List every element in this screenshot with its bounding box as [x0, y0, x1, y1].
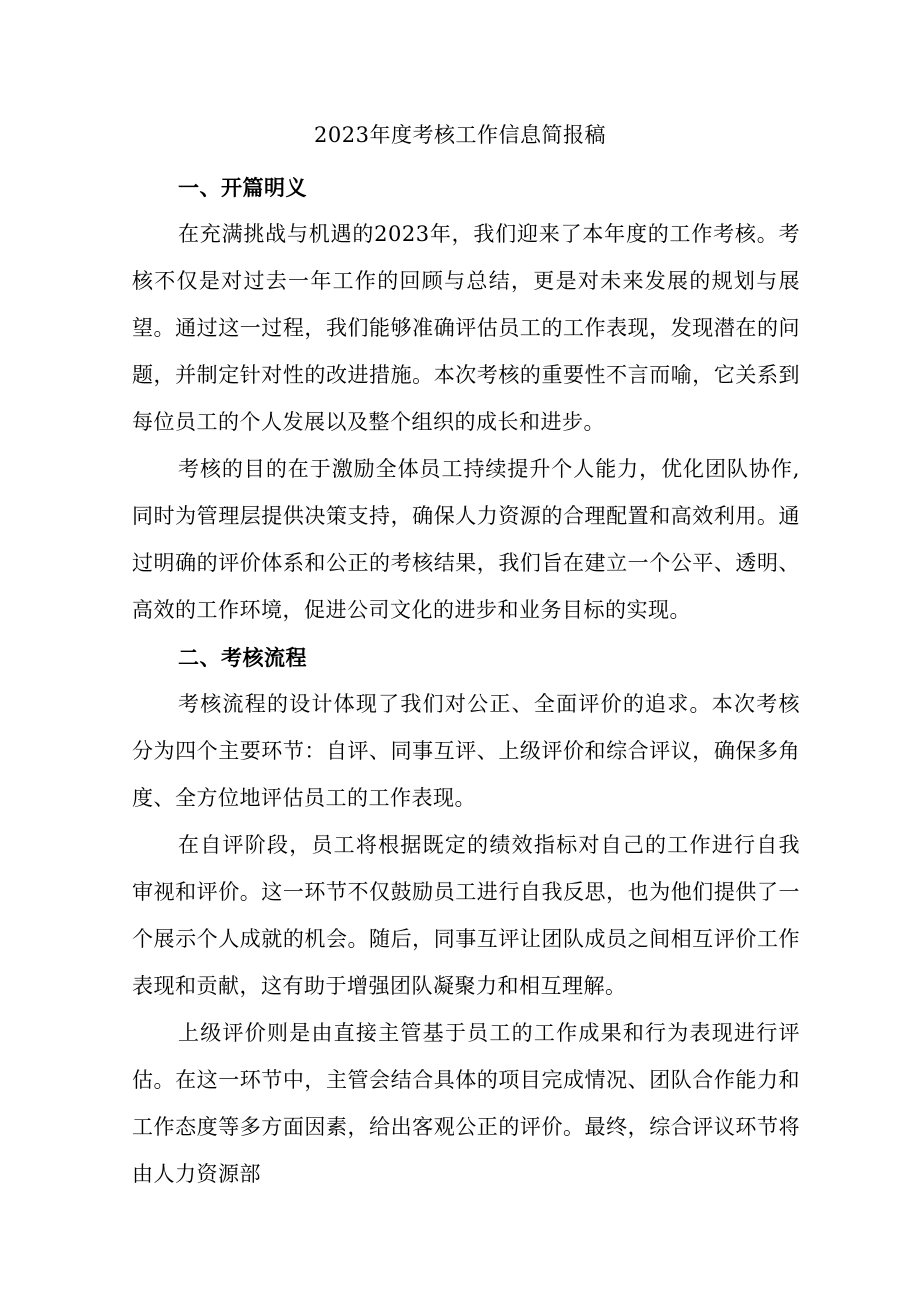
paragraph-process-1: 考核流程的设计体现了我们对公正、全面评价的追求。本次考核分为四个主要环节：自评、同事互评、上级评价和综合评议，确保多角度、全方位地评估员工的工作表现。 — [132, 692, 800, 810]
paragraph-process-3: 上级评价则是由直接主管基于员工的工作成果和行为表现进行评估。在这一环节中，主管会结合具体的项目完成情况、团队合作能力和工作态度等多方面因素，给出客观公正的评价。最终，综合评议环节将由人力资源部 — [132, 1021, 800, 1186]
document-body — [132, 164, 800, 1198]
document-title: 2023年度考核工作信息简报稿 — [314, 123, 606, 147]
section-heading-process: 二、考核流程 — [178, 645, 307, 670]
paragraph-opening-2: 考核的目的在于激励全体员工持续提升个人能力，优化团队协作,同时为管理层提供决策支持，确保人力资源的合理配置和高效利用。通过明确的评价体系和公正的考核结果，我们旨在建立一个公平、透明、高效的工作环境，促进公司文化的进步和业务目标的实现。 — [132, 457, 800, 622]
section-heading-opening: 一、开篇明义 — [178, 175, 307, 200]
paragraph-process-2: 在自评阶段，员工将根据既定的绩效指标对自己的工作进行自我审视和评价。这一环节不仅鼓励员工进行自我反思，也为他们提供了一个展示个人成就的机会。随后，同事互评让团队成员之间相互评价工作表现和贡献，这有助于增强团队凝聚力和相互理解。 — [132, 833, 800, 998]
paragraph-opening-1: 在充满挑战与机遇的2023年，我们迎来了本年度的工作考核。考核不仅是对过去一年工作的回顾与总结，更是对未来发展的规划与展望。通过这一过程，我们能够准确评估员工的工作表现，发现潜在的问题，并制定针对性的改进措施。本次考核的重要性不言而喻，它关系到每位员工的个人发展以及整个组织的成长和进步。 — [132, 222, 800, 434]
